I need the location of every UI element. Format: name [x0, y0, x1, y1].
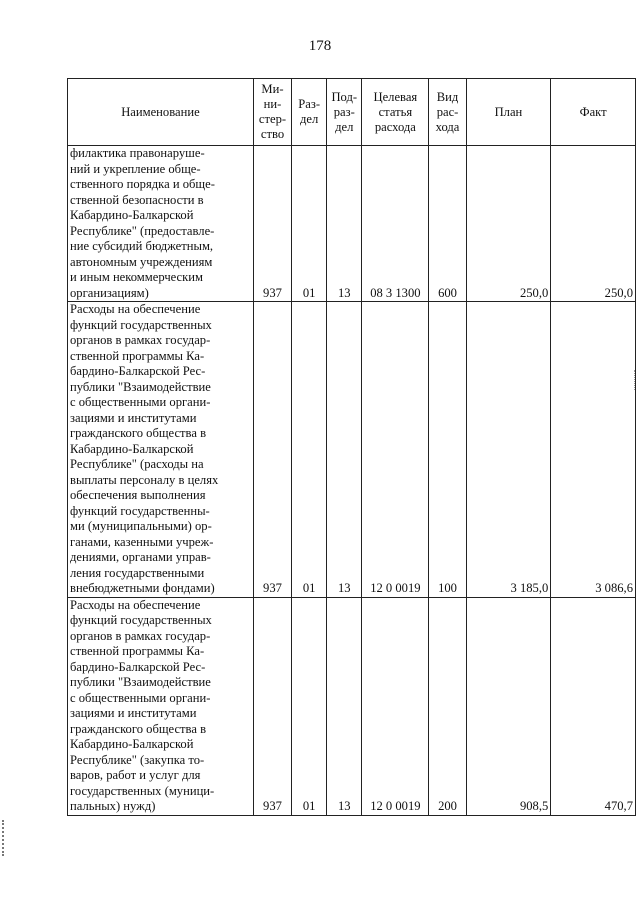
- row-target-article: 12 0 0019: [362, 597, 429, 815]
- header-plan: План: [466, 79, 551, 146]
- row-subsection: 13: [327, 302, 362, 598]
- row-target-article: 08 3 1300: [362, 146, 429, 302]
- header-target-article: Целевая статья расхода: [362, 79, 429, 146]
- row-fact: 3 086,6: [551, 302, 636, 598]
- row-expense-type: 100: [429, 302, 466, 598]
- row-section: 01: [292, 597, 327, 815]
- row-ministry: 937: [253, 302, 291, 598]
- row-subsection: 13: [327, 146, 362, 302]
- row-section: 01: [292, 302, 327, 598]
- row-fact: 250,0: [551, 146, 636, 302]
- row-ministry: 937: [253, 597, 291, 815]
- row-ministry: 937: [253, 146, 291, 302]
- header-name: Наименование: [68, 79, 254, 146]
- page-number: 178: [308, 38, 332, 54]
- row-name: Расходы на обеспечение функций государственных органов в рамках государ- ственной программы Ка- бардино-Балкарской Рес- публики "Взаимодействие с общественными органи- зациями и институтами гражданского общества в Кабардино-Балкарской Республике" (расходы на выплаты персоналу в целях обеспечения выполнения функций государственны- ми (муниципальными) ор- ганами, казенными учреж- дениями, органами управ- ления государственными внебюджетными фондами): [68, 302, 254, 598]
- row-plan: 3 185,0: [466, 302, 551, 598]
- table-row: [68, 146, 636, 302]
- table-row: [68, 597, 636, 815]
- header-expense-type: Вид рас- хода: [429, 79, 466, 146]
- row-subsection: 13: [327, 597, 362, 815]
- row-expense-type: 600: [429, 146, 466, 302]
- header-fact: Факт: [551, 79, 636, 146]
- budget-table: [67, 78, 636, 816]
- row-target-article: 12 0 0019: [362, 302, 429, 598]
- row-name: Расходы на обеспечение функций государственных органов в рамках государ- ственной программы Ка- бардино-Балкарской Рес- публики "Взаимодействие с общественными органи- зациями и институтами гражданского общества в Кабардино-Балкарской Республике" (закупка то- варов, работ и услуг для государственных (муници- пальных) нужд): [68, 597, 254, 815]
- row-fact: 470,7: [551, 597, 636, 815]
- header-ministry: Ми- ни- стер- ство: [253, 79, 291, 146]
- header-row: [68, 79, 636, 146]
- header-section: Раз- дел: [292, 79, 327, 146]
- scan-edge-mark-right: [634, 370, 637, 390]
- row-plan: 250,0: [466, 146, 551, 302]
- table-row: [68, 302, 636, 598]
- row-expense-type: 200: [429, 597, 466, 815]
- header-subsection: Под- раз- дел: [327, 79, 362, 146]
- row-section: 01: [292, 146, 327, 302]
- scan-edge-mark-left: [2, 820, 7, 856]
- row-plan: 908,5: [466, 597, 551, 815]
- row-name: филактика правонаруше- ний и укрепление обще- ственного порядка и обще- ственной безопасности в Кабардино-Балкарской Республике" (предоставле- ние субсидий бюджетным, автономным учреждениям и иным некоммерческим организациям): [68, 146, 254, 302]
